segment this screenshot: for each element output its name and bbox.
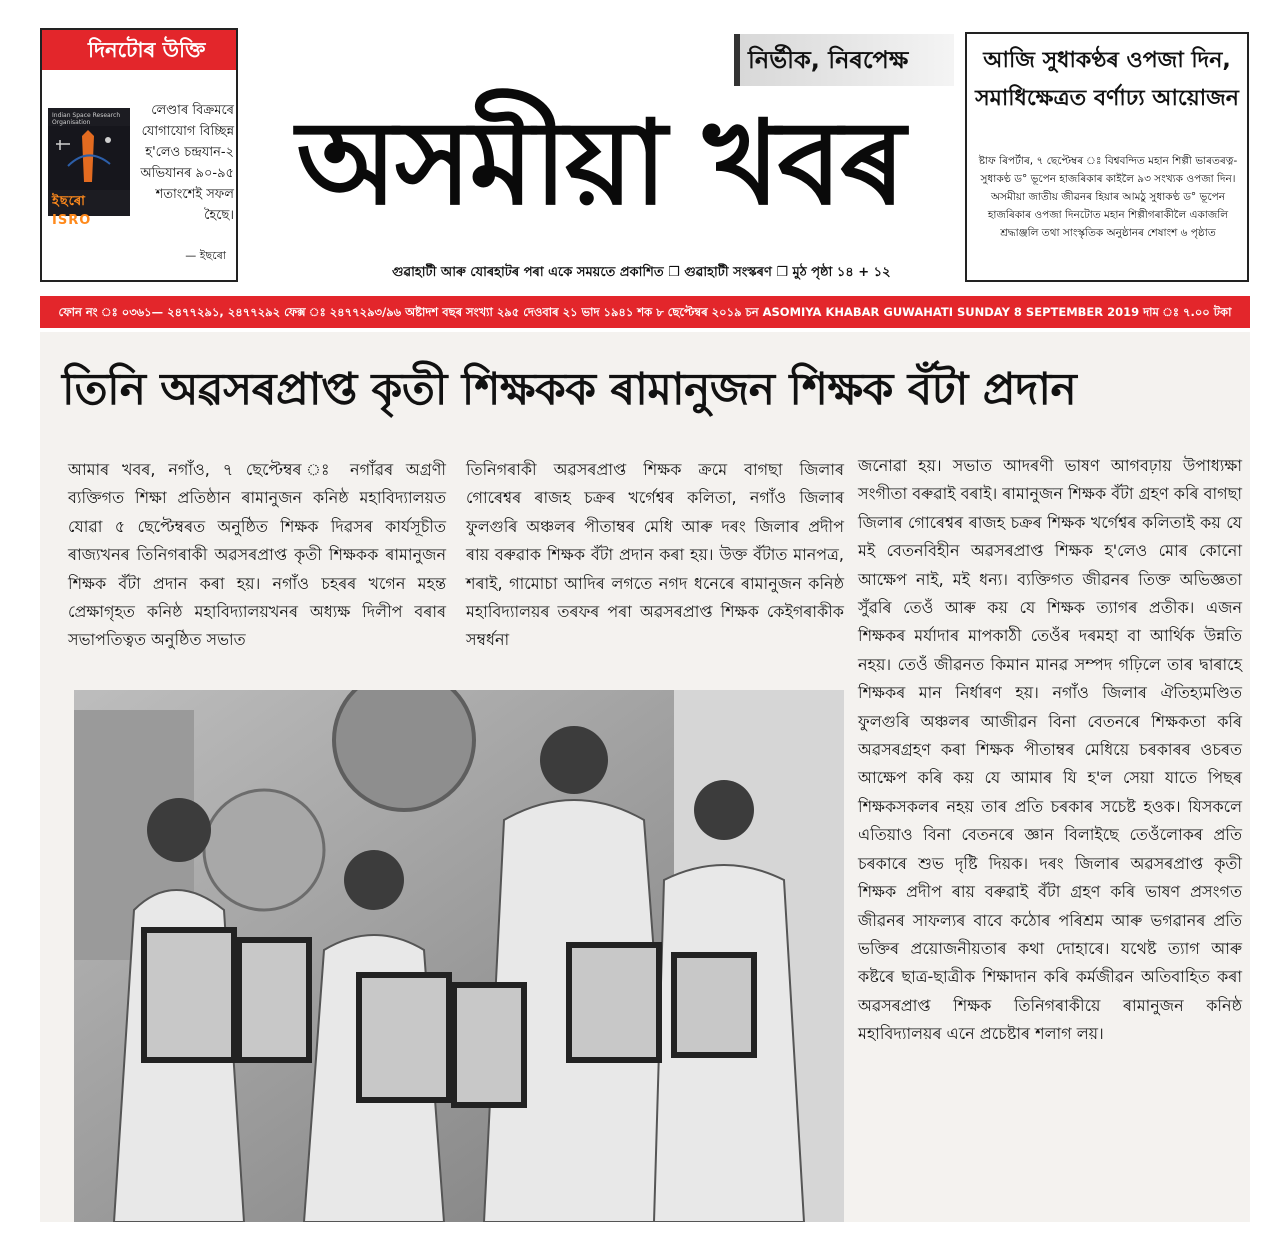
newspaper-title: অসমীয়া খবৰ: [296, 95, 904, 231]
article-headline: তিনি অৱসৰপ্ৰাপ্ত কৃতী শিক্ষকক ৰামানুজন শিক্ষক বঁটা প্ৰদান: [62, 364, 1077, 415]
announcement-title: আজি সুধাকণ্ঠৰ ওপজা দিন, সমাধিক্ষেত্ৰত বৰ্ণাঢ্য আয়োজন: [975, 48, 1239, 111]
tagline: নিৰ্ভীক, নিৰপেক্ষ: [748, 46, 909, 74]
quote-source: — ইছৰো: [185, 249, 226, 262]
quote-text: লেণ্ডাৰ বিক্ৰমৰে যোগাযোগ বিচ্ছিন্ন হ'লেও চন্দ্ৰযান-২ অভিযানৰ ৯০-৯৫ শতাংশেই সফল হৈছে।: [140, 103, 234, 223]
announcement-box: [965, 32, 1249, 282]
award-ceremony-photo: [74, 690, 844, 1222]
quote-of-the-day-box: [40, 28, 238, 282]
rocket-icon: [48, 126, 130, 190]
isro-logo-image: [48, 108, 130, 228]
publication-line: গুৱাহাটী আৰু যোৰহাটৰ পৰা একে সময়তে প্ৰকাশিত ❒ গুৱাহাটী সংস্কৰণ ❒ মুঠ পৃষ্ঠা ১৪ + ১২: [392, 265, 891, 280]
article-column-2: [466, 456, 844, 655]
article-column-3: [858, 452, 1242, 1049]
date-info-bar: ফোন নং ঃ ০৩৬১— ২৪৭৭২৯১, ২৪৭৭২৯২ ফেক্স ঃ ২৪৭৭২৯৩/৯৬ অষ্টাদশ বছৰ সংখ্যা ২৯৫ দেওবাৰ ২১ ভাদ ১৯৪১ শক ৮ ছেপ্টেম্বৰ ২০১৯ চন ASOMIYA KHABAR GUWAHATI SUNDAY 8 SEPTEMBER 2019 দাম ঃ ৭.০০ টকা: [40, 296, 1250, 328]
article-column-2-text: তিনিগৰাকী অৱসৰপ্ৰাপ্ত শিক্ষক ক্ৰমে বাগছা জিলাৰ গোৰেশ্বৰ ৰাজহ চক্ৰৰ খৰ্গেশ্বৰ কলিতা, নগাঁও জিলাৰ ফুলগুৰি অঞ্চলৰ পীতাম্বৰ মেধি আৰু দৰং জিলাৰ প্ৰদীপ ৰায় বৰুৱাক শিক্ষক বঁটা প্ৰদান কৰা হয়। উক্ত বঁটাত মানপত্ৰ, শৰাই, গামোচা আদিৰ লগতে নগদ ধনেৰে ৰামানুজন কনিষ্ঠ মহাবিদ্যালয়ৰ তৰফৰ পৰা অৱসৰপ্ৰাপ্ত শিক্ষক কেইগৰাকীক সম্বৰ্ধনা: [466, 460, 844, 650]
quote-box-title: দিনটোৰ উক্তি: [42, 30, 236, 70]
article-column-1-text: আমাৰ খবৰ, নগাঁও, ৭ ছেপ্টেম্বৰ ঃ নগাঁৱৰ অগ্ৰণী ব্যক্তিগত শিক্ষা প্ৰতিষ্ঠান ৰামানুজন কনিষ্ঠ মহাবিদ্যালয়ত যোৱা ৫ ছেপ্টেম্বৰত অনুষ্ঠিত শিক্ষক দিৱসৰ কাৰ্যসূচীত ৰাজ্যখনৰ তিনিগৰাকী অৱসৰপ্ৰাপ্ত কৃতী শিক্ষকক ৰামানুজন শিক্ষক বঁটা প্ৰদান কৰা হয়। নগাঁও চহৰৰ খগেন মহন্ত প্ৰেক্ষাগৃহত কনিষ্ঠ মহাবিদ্যালয়খনৰ অধ্যক্ষ দিলীপ বৰাৰ সভাপতিত্বত অনুষ্ঠিত সভাত: [68, 460, 446, 650]
announcement-body: ষ্টাফ ৰিপৰ্টাৰ, ৭ ছেপ্টেম্বৰ ঃ বিশ্ববন্দিত মহান শিল্পী ভাৰতৰত্ন-সুধাকণ্ঠ ড° ভূপেন হাজৰিকাৰ কাইলৈ ৯৩ সংখ্যক ওপজা দিন। অসমীয়া জাতীয় জীৱনৰ হিয়াৰ আমঠু সুধাকণ্ঠ ড° ভূপেন হাজৰিকাৰ ওপজা দিনটোত মহান শিল্পীগৰাকীলৈ একাজলি শ্ৰদ্ধাঞ্জলি তথা সাংস্কৃতিক অনুষ্ঠানৰ শেষাংশ ৬ পৃষ্ঠাত: [978, 155, 1238, 239]
isro-logo-caption: Indian Space Research Organisation: [52, 112, 121, 126]
article-column-3-text: জনোৱা হয়। সভাত আদৰণী ভাষণ আগবঢ়ায় উপাধ্যক্ষা সংগীতা বৰুৱাই বৰাই। ৰামানুজন শিক্ষক বঁটা গ্ৰহণ কৰি বাগছা জিলাৰ গোৰেশ্বৰ ৰাজহ চক্ৰৰ শিক্ষক খৰ্গেশ্বৰ কলিতাই কয় যে মই বেতনবিহীন অৱসৰপ্ৰাপ্ত শিক্ষক হ'লেও মোৰ কোনো আক্ষেপ নাই, মই ধন্য। ব্যক্তিগত জীৱনৰ তিক্ত অভিজ্ঞতা সুঁৱৰি তেওঁ আৰু কয় যে শিক্ষক ত্যাগৰ প্ৰতীক। এজন শিক্ষকৰ মৰ্যাদাৰ মাপকাঠী তেওঁৰ দৰমহা বা আৰ্থিক উন্নতি নহয়। তেওঁ জীৱনত কিমান মানৱ সম্পদ গঢ়িলে তাৰ দ্বাৰাহে শিক্ষকৰ মান নিৰ্ধাৰণ হয়। নগাঁও জিলাৰ ঐতিহ্যমণ্ডিত ফুলগুৰি অঞ্চলৰ আজীৱন বিনা বেতনৰে শিক্ষকতা কৰি অৱসৰগ্ৰহণ কৰা শিক্ষক পীতাম্বৰ মেধিয়ে চৰকাৰৰ ওচৰত আক্ষেপ কৰি কয় যে আমাৰ যি হ'ল সেয়া যাতে পিছৰ শিক্ষকসকলৰ নহয় তাৰ প্ৰতি চৰকাৰ সচেষ্ট হওক। যিসকলে এতিয়াও বিনা বেতনৰে জ্ঞান বিলাইছে তেওঁলোকৰ প্ৰতি চৰকাৰে শুভ দৃষ্টি দিয়ক। দৰং জিলাৰ অৱসৰপ্ৰাপ্ত কৃতী শিক্ষক প্ৰদীপ ৰায় বৰুৱাই বঁটা গ্ৰহণ কৰি ভাষণ প্ৰসংগত জীৱনৰ সাফল্যৰ বাবে কঠোৰ পৰিশ্ৰম আৰু ভগৱানৰ প্ৰতি ভক্তিৰ প্ৰয়োজনীয়তাৰ কথা দোহাৰে। যথেষ্ট ত্যাগ আৰু কষ্টৰে ছাত্ৰ-ছাত্ৰীক শিক্ষাদান কৰি কৰ্মজীৱন অতিবাহিত কৰা অৱসৰপ্ৰাপ্ত শিক্ষক তিনিগৰাকীয়ে ৰামানুজন কনিষ্ঠ মহাবিদ্যালয়ৰ এনে প্ৰচেষ্টাৰ শলাগ লয়।: [858, 456, 1242, 1044]
isro-logo-text: ইছৰো ISRO: [52, 194, 92, 228]
article-column-1: [68, 456, 446, 655]
award-ceremony-photo-art: [74, 690, 844, 1222]
